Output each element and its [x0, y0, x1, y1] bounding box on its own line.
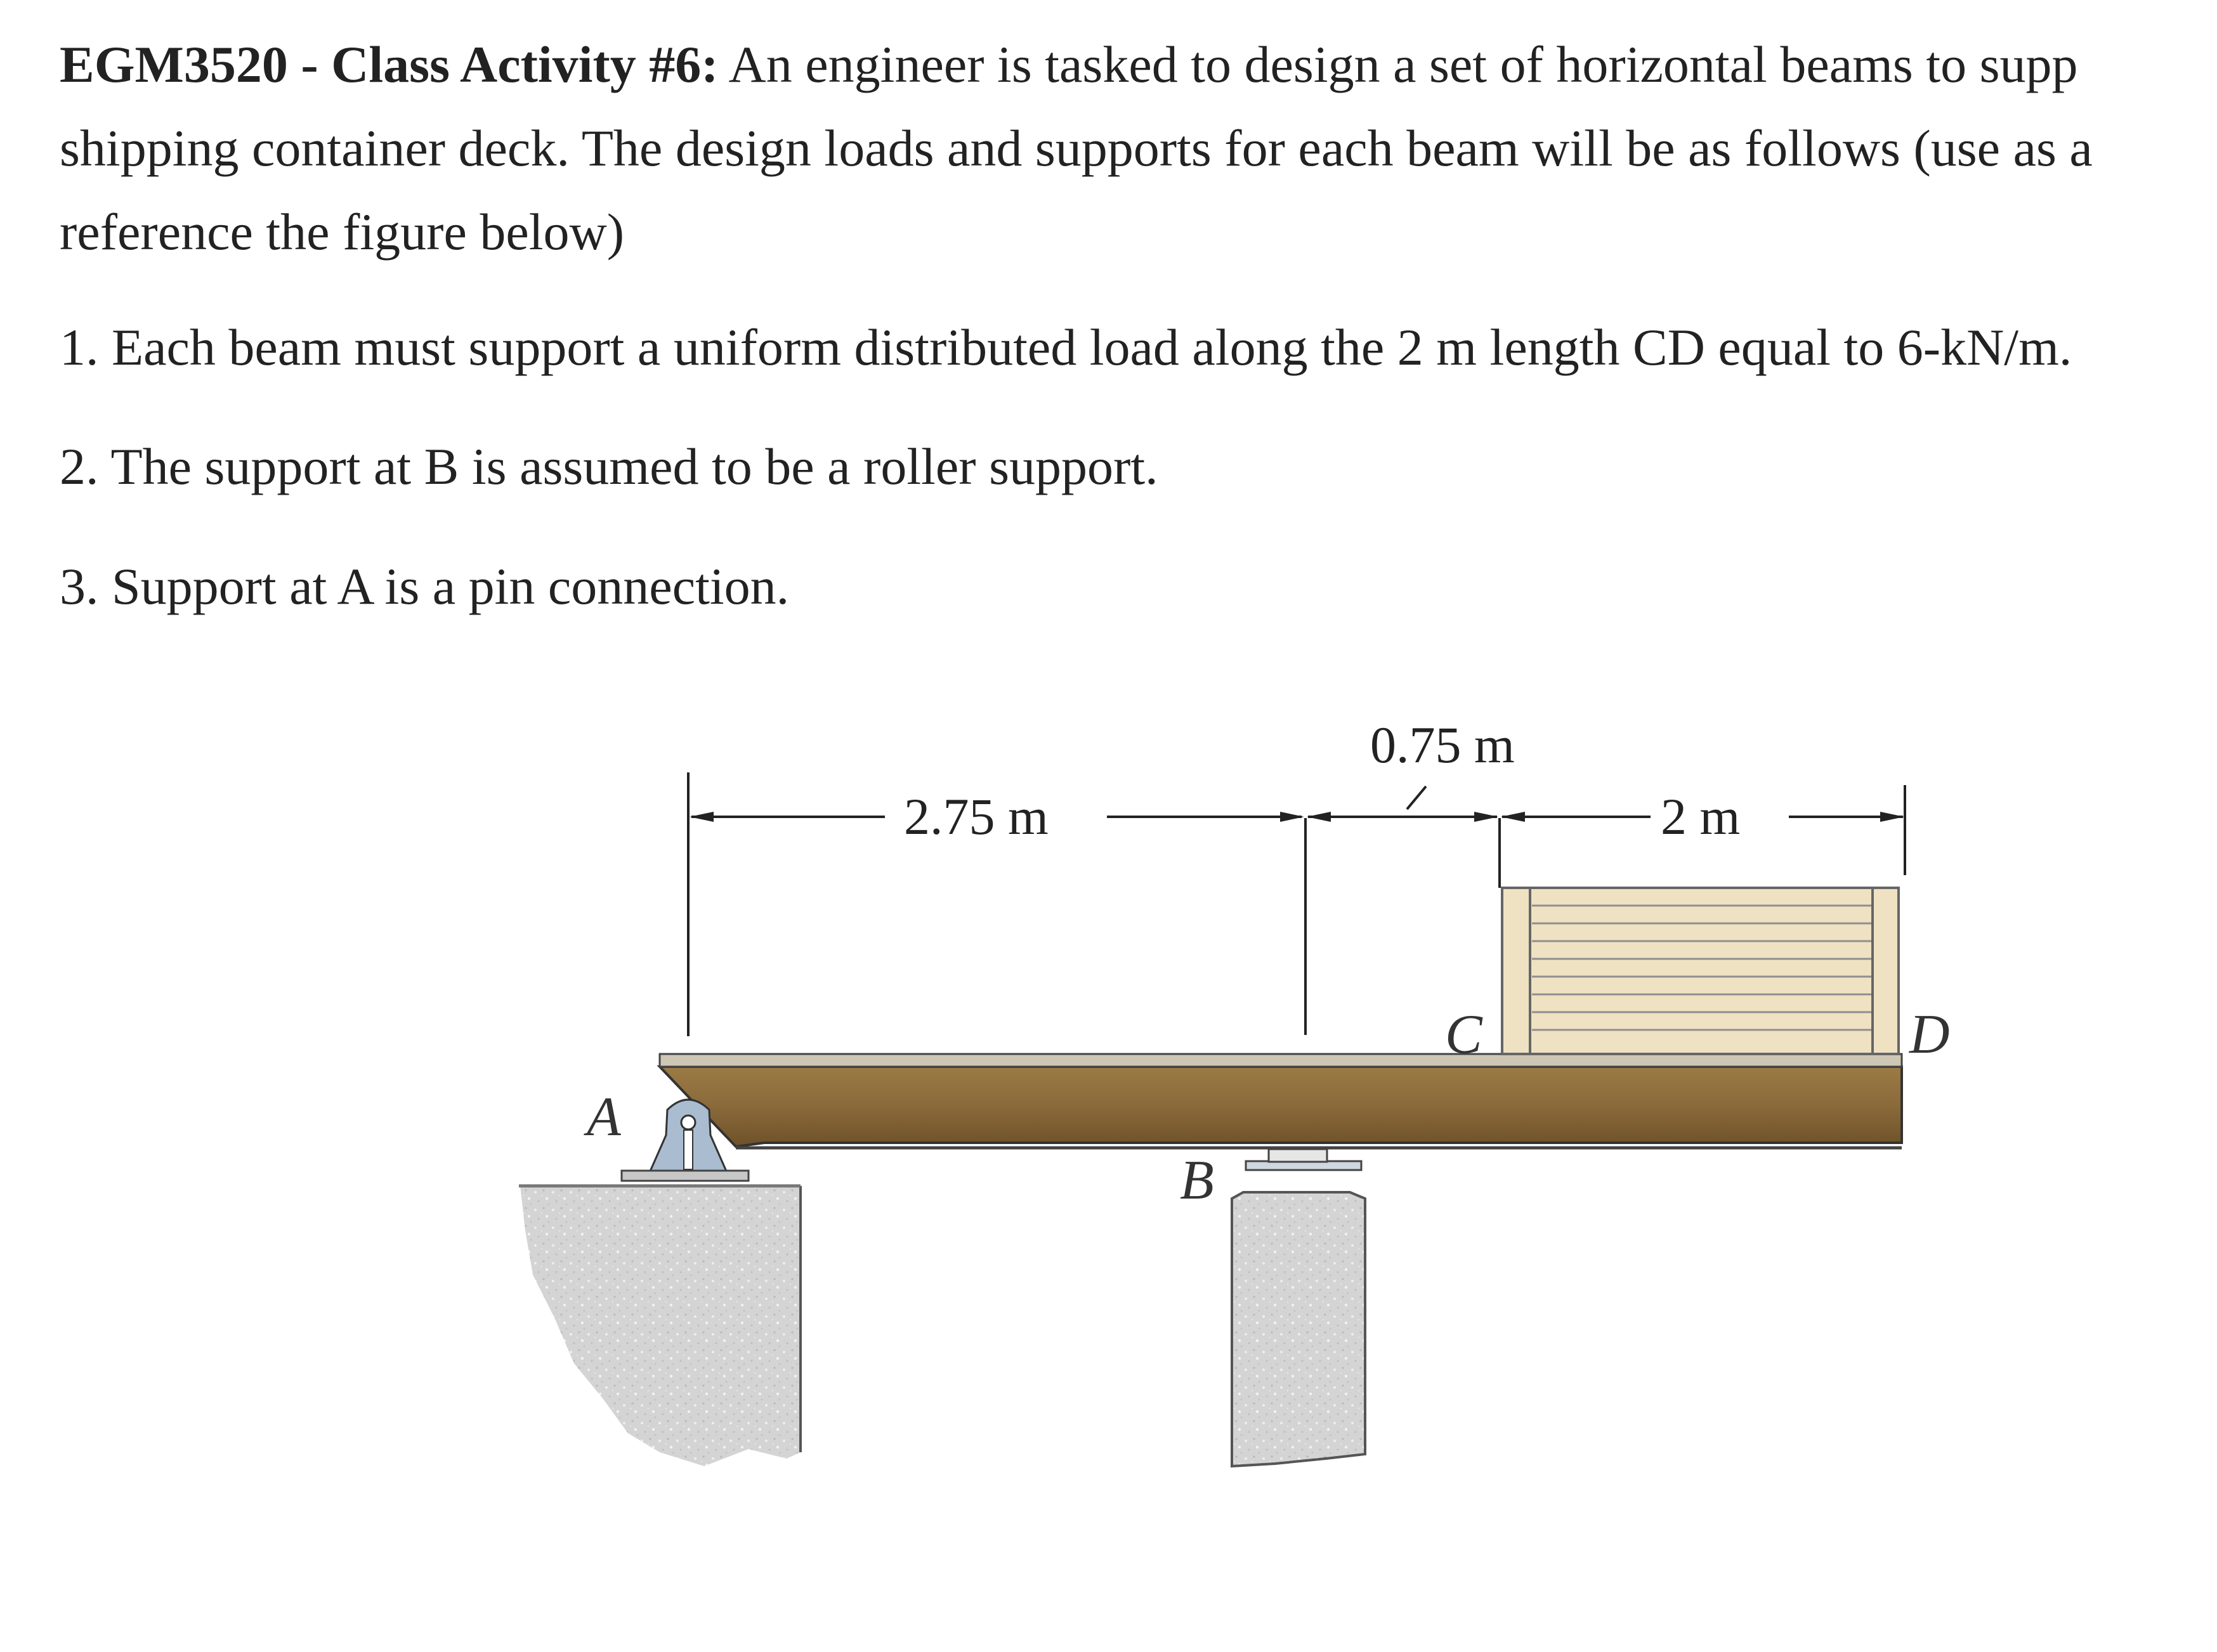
requirement-1: 1. Each beam must support a uniform distributed load along the 2 m length CD equal to 6-kN/m.: [60, 318, 2072, 376]
pin-support-a-base: [622, 1171, 749, 1181]
container-end-right: [1873, 888, 1899, 1054]
beam-top-flange: [660, 1054, 1902, 1067]
roller-b-cap: [1269, 1149, 1327, 1162]
pier-b: [1232, 1192, 1365, 1466]
dimension-bc: [1307, 786, 1498, 822]
pin-support-a-post: [684, 1130, 693, 1169]
point-label-a: A: [587, 1086, 621, 1148]
beam: [660, 1067, 1902, 1147]
point-label-c: C: [1445, 1004, 1482, 1065]
beam-figure: [0, 691, 2217, 1652]
intro-line-1-text: An engineer is tasked to design a set of horizontal beams to supp: [718, 36, 2078, 93]
ground-block-a: [520, 1186, 801, 1466]
dimension-label-cd: 2 m: [1661, 788, 1741, 845]
intro-line-2: shipping container deck. The design loads and supports for each beam will be as follows (use as a: [60, 119, 2093, 177]
requirement-3: 3. Support at A is a pin connection.: [60, 557, 790, 615]
container-end-left: [1502, 888, 1530, 1054]
point-label-d: D: [1909, 1004, 1950, 1065]
point-label-b: B: [1180, 1150, 1214, 1211]
intro-line-1: [60, 23, 2217, 107]
intro-line-3: reference the figure below): [60, 203, 625, 261]
dimension-label-ab: 2.75 m: [904, 788, 1049, 845]
pin-a: [681, 1115, 695, 1129]
requirement-2: 2. The support at B is assumed to be a roller support.: [60, 438, 1158, 495]
problem-intro: [60, 23, 2217, 274]
activity-title: EGM3520 - Class Activity #6:: [60, 36, 719, 93]
dimension-label-bc: 0.75 m: [1370, 716, 1515, 774]
